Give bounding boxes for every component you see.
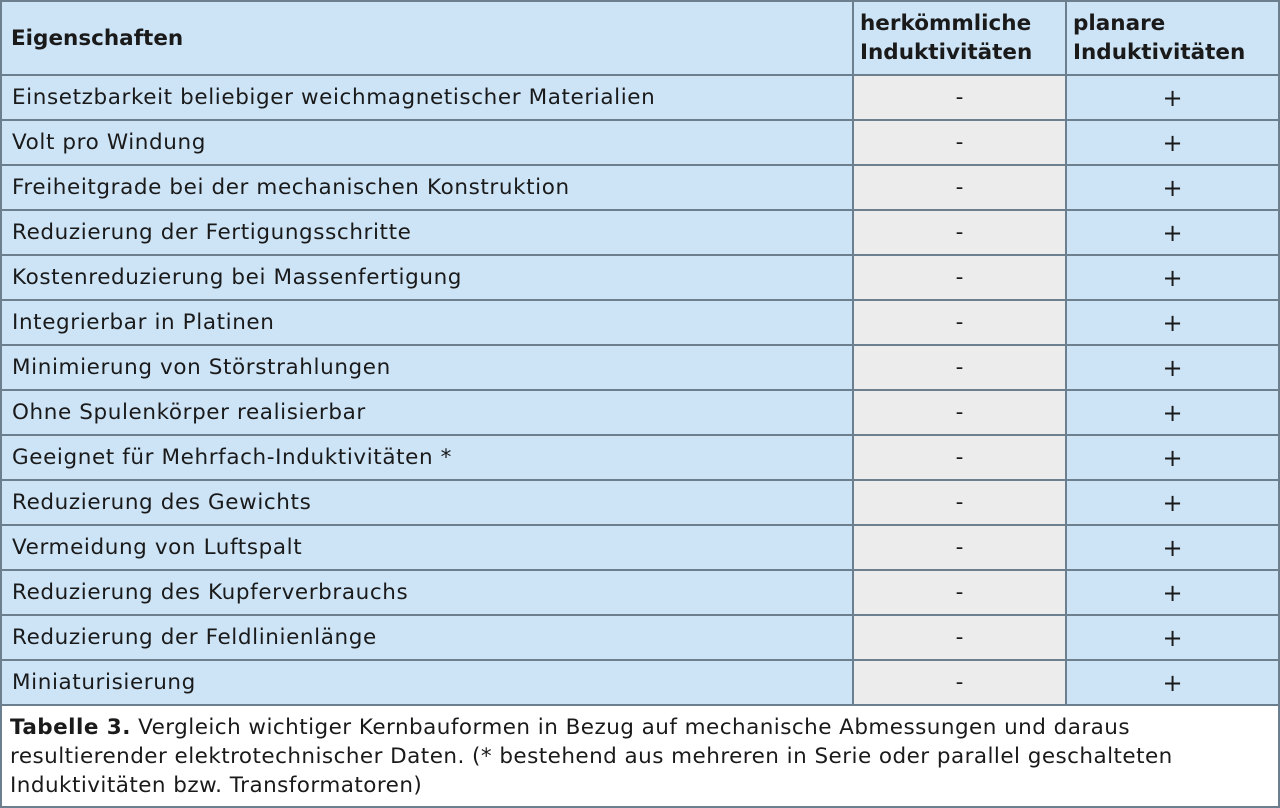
conventional-rating-cell: - bbox=[853, 435, 1066, 480]
conventional-rating-cell: - bbox=[853, 255, 1066, 300]
property-cell: Minimierung von Störstrahlungen bbox=[2, 345, 853, 390]
conventional-rating-cell: - bbox=[853, 165, 1066, 210]
planar-rating-cell: + bbox=[1066, 210, 1278, 255]
table-row bbox=[2, 615, 1278, 660]
header-conventional-line-1: herkömmliche bbox=[860, 11, 1032, 36]
table-row bbox=[2, 570, 1278, 615]
property-cell: Reduzierung der Fertigungsschritte bbox=[2, 210, 853, 255]
planar-rating-cell: + bbox=[1066, 660, 1278, 705]
property-cell: Integrierbar in Platinen bbox=[2, 300, 853, 345]
planar-rating-cell: + bbox=[1066, 390, 1278, 435]
table-body bbox=[2, 75, 1278, 705]
conventional-rating-cell: - bbox=[853, 615, 1066, 660]
table-row bbox=[2, 300, 1278, 345]
planar-rating-cell: + bbox=[1066, 165, 1278, 210]
table-row bbox=[2, 660, 1278, 705]
property-cell: Vermeidung von Luftspalt bbox=[2, 525, 853, 570]
conventional-rating-cell: - bbox=[853, 75, 1066, 120]
property-cell: Geeignet für Mehrfach-Induktivitäten * bbox=[2, 435, 853, 480]
conventional-rating-cell: - bbox=[853, 660, 1066, 705]
property-cell: Einsetzbarkeit beliebiger weichmagnetischer Materialien bbox=[2, 75, 853, 120]
property-cell: Reduzierung der Feldlinienlänge bbox=[2, 615, 853, 660]
header-planar-line-1: planare bbox=[1073, 11, 1166, 36]
table-header bbox=[2, 2, 1278, 75]
header-planar-line-2: Induktivitäten bbox=[1073, 40, 1246, 65]
conventional-rating-cell: - bbox=[853, 345, 1066, 390]
conventional-rating-cell: - bbox=[853, 390, 1066, 435]
table-row bbox=[2, 525, 1278, 570]
table-row bbox=[2, 255, 1278, 300]
property-cell: Reduzierung des Gewichts bbox=[2, 480, 853, 525]
header-properties: Eigenschaften bbox=[2, 2, 853, 75]
header-planar bbox=[1066, 2, 1278, 75]
table-row bbox=[2, 120, 1278, 165]
property-cell: Reduzierung des Kupferverbrauchs bbox=[2, 570, 853, 615]
table-row bbox=[2, 210, 1278, 255]
planar-rating-cell: + bbox=[1066, 255, 1278, 300]
planar-rating-cell: + bbox=[1066, 615, 1278, 660]
header-conventional-line-2: Induktivitäten bbox=[860, 40, 1033, 65]
header-conventional bbox=[853, 2, 1066, 75]
property-cell: Ohne Spulenkörper realisierbar bbox=[2, 390, 853, 435]
property-cell: Kostenreduzierung bei Massenfertigung bbox=[2, 255, 853, 300]
caption-text: Vergleich wichtiger Kernbauformen in Bezug auf mechanische Abmessungen und daraus resultierender elektrotechnischer Daten. (* bestehend aus mehreren in Serie oder parallel geschalteten Induktivitäten bzw. Transformatoren) bbox=[10, 715, 1173, 798]
conventional-rating-cell: - bbox=[853, 120, 1066, 165]
property-cell: Freiheitgrade bei der mechanischen Konstruktion bbox=[2, 165, 853, 210]
table-row bbox=[2, 345, 1278, 390]
table-row bbox=[2, 165, 1278, 210]
conventional-rating-cell: - bbox=[853, 300, 1066, 345]
comparison-table bbox=[2, 2, 1278, 706]
property-cell: Volt pro Windung bbox=[2, 120, 853, 165]
conventional-rating-cell: - bbox=[853, 525, 1066, 570]
planar-rating-cell: + bbox=[1066, 525, 1278, 570]
table-row bbox=[2, 435, 1278, 480]
table-caption bbox=[10, 713, 1272, 800]
planar-rating-cell: + bbox=[1066, 435, 1278, 480]
header-row bbox=[2, 2, 1278, 75]
planar-rating-cell: + bbox=[1066, 120, 1278, 165]
caption-label: Tabelle 3. bbox=[10, 715, 131, 740]
table-row bbox=[2, 390, 1278, 435]
property-cell: Miniaturisierung bbox=[2, 660, 853, 705]
table-row bbox=[2, 75, 1278, 120]
planar-rating-cell: + bbox=[1066, 480, 1278, 525]
planar-rating-cell: + bbox=[1066, 75, 1278, 120]
planar-rating-cell: + bbox=[1066, 345, 1278, 390]
conventional-rating-cell: - bbox=[853, 480, 1066, 525]
conventional-rating-cell: - bbox=[853, 210, 1066, 255]
planar-rating-cell: + bbox=[1066, 570, 1278, 615]
planar-rating-cell: + bbox=[1066, 300, 1278, 345]
table-row bbox=[2, 480, 1278, 525]
conventional-rating-cell: - bbox=[853, 570, 1066, 615]
